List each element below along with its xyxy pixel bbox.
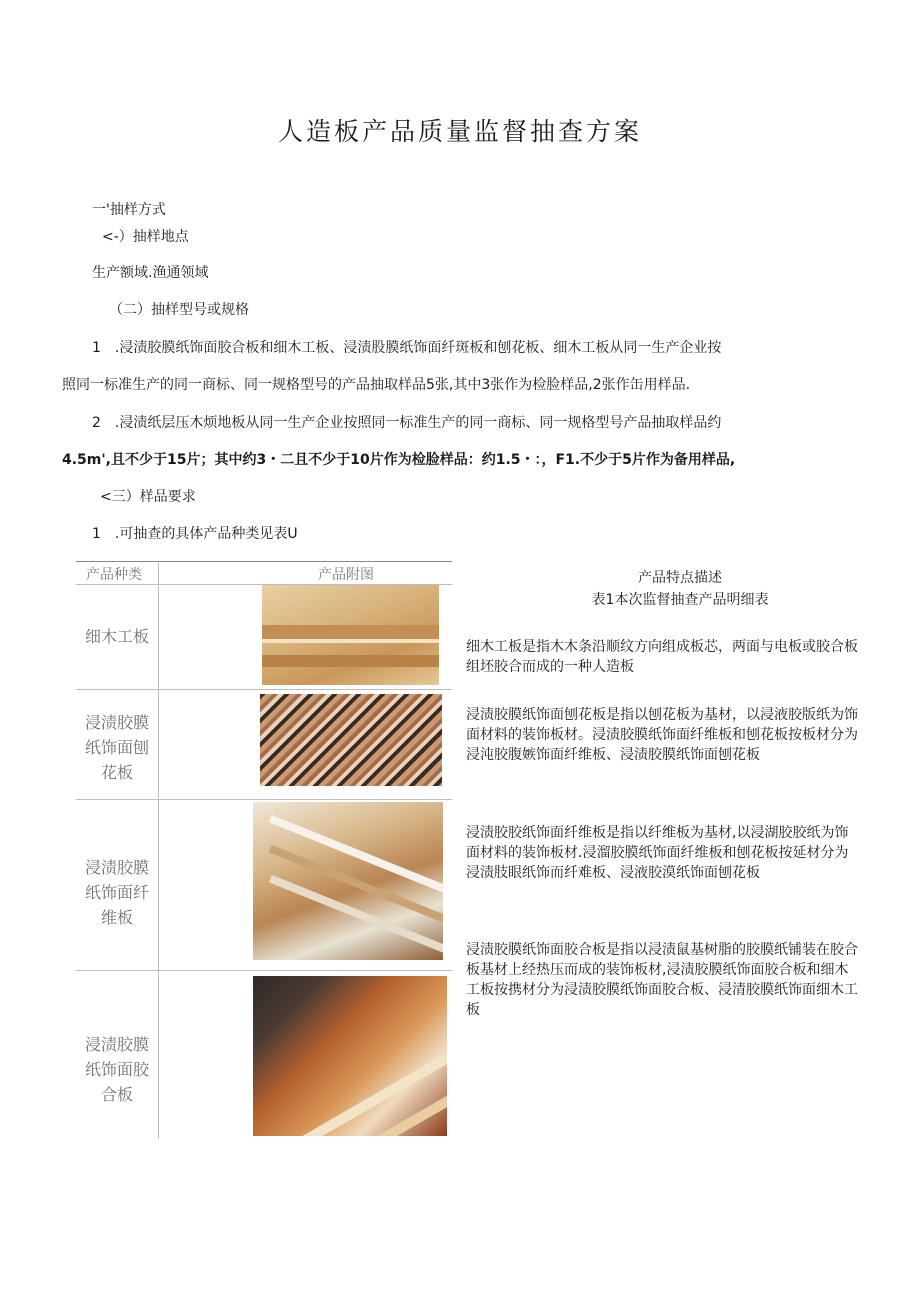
table-row-rule-3	[76, 970, 452, 971]
plywood-image	[253, 976, 447, 1136]
table-row-description-2: 浸渍胶膜纸饰面刨花板是指以刨花板为基材，以浸液胶版纸为饰面材料的装饰板材。浸渍胶膜纸饰面纤维板和刨花板按板材分为浸沌胶腹嫉饰面纤维板、浸渍胶膜纸饰面刨花板	[466, 707, 858, 763]
table-row-category-4: 浸渍胶膜纸饰面胶合板	[84, 1035, 149, 1104]
subheading-sample-requirements: <三）样品要求	[100, 489, 196, 505]
table-caption-line2: 表1本次监督抽查产品明细表	[591, 592, 769, 608]
sampling-location-text: 生产额域.渔通领域	[92, 265, 209, 281]
page-title: 人造板产品质量监督抽查方案	[277, 117, 642, 146]
table-top-rule	[76, 561, 452, 562]
item3-text: 1 .可抽查的具体产品种类见表U	[92, 526, 298, 542]
item1-line1: 1 .浸渍胶膜纸饰面胶合板和细木工板、浸渍股膜纸饰面纤斑板和刨花板、细木工板从同一生产企业按	[92, 340, 722, 356]
blockboard-image	[262, 585, 439, 685]
table-row-category-3: 浸渍胶膜纸饰面纤维板	[84, 858, 149, 927]
table-row-rule-1	[76, 689, 452, 690]
table-row-description-4: 浸渍胶膜纸饰面胶合板是指以浸渍鼠基树脂的胶膜纸铺装在胶合板基材上经热压而成的装饰板材,浸渍胶膜纸饰面胶合板和细木工板按携材分为浸渍胶膜纸饰面胶合板、浸清胶膜纸饰面细木工板	[466, 942, 858, 1018]
table-header-category: 产品种类	[86, 567, 142, 583]
table-row-category-2: 浸渍胶膜纸饰面刨花板	[84, 713, 149, 782]
table-header-image: 产品附图	[318, 567, 374, 583]
fiberboard-image	[253, 802, 443, 960]
subheading-sampling-location: <-）抽样地点	[102, 229, 189, 245]
particleboard-image	[260, 694, 442, 786]
section-heading-sampling-method: 一'抽样方式	[92, 202, 166, 218]
item2-line2: 4.5m',且不少于15片；其中约3・二且不少于10片作为检脸样品：约1.5・：，F1.不少于5片作为备用样品,	[62, 452, 736, 468]
table-row-description-3: 浸渍胶胶纸饰面纤维板是指以纤维板为基材,以浸湖胶胶纸为饰面材料的装饰板材.浸溜胶膜纸饰面纤维板和刨花板按延材分为浸渍肢眼纸饰而纤难板、浸液胶漠纸饰面刨花板	[466, 825, 849, 881]
table-column-divider	[158, 561, 159, 1139]
table-caption-line1: 产品特点描述	[638, 570, 722, 586]
subheading-sample-model: （二）抽样型号或规格	[109, 302, 249, 318]
item2-line1: 2 .浸渍纸层压木烦地板从同一生产企业按照同一标准生产的同一商标、同一规格型号产品抽取样品约	[92, 415, 722, 431]
table-row-rule-2	[76, 799, 452, 800]
table-row-description-1: 细木工板是指木木条沿顺纹方向组成板芯，两面与电板或胶合板组坯胶合而成的一种人造板	[466, 639, 858, 675]
table-row-category-1: 细木工板	[84, 627, 149, 646]
item1-line2: 照同一标准生产的同一商标、同一规格型号的产品抽取样品5张,其中3张作为检脸样品,2张作缶用样品.	[62, 377, 691, 393]
